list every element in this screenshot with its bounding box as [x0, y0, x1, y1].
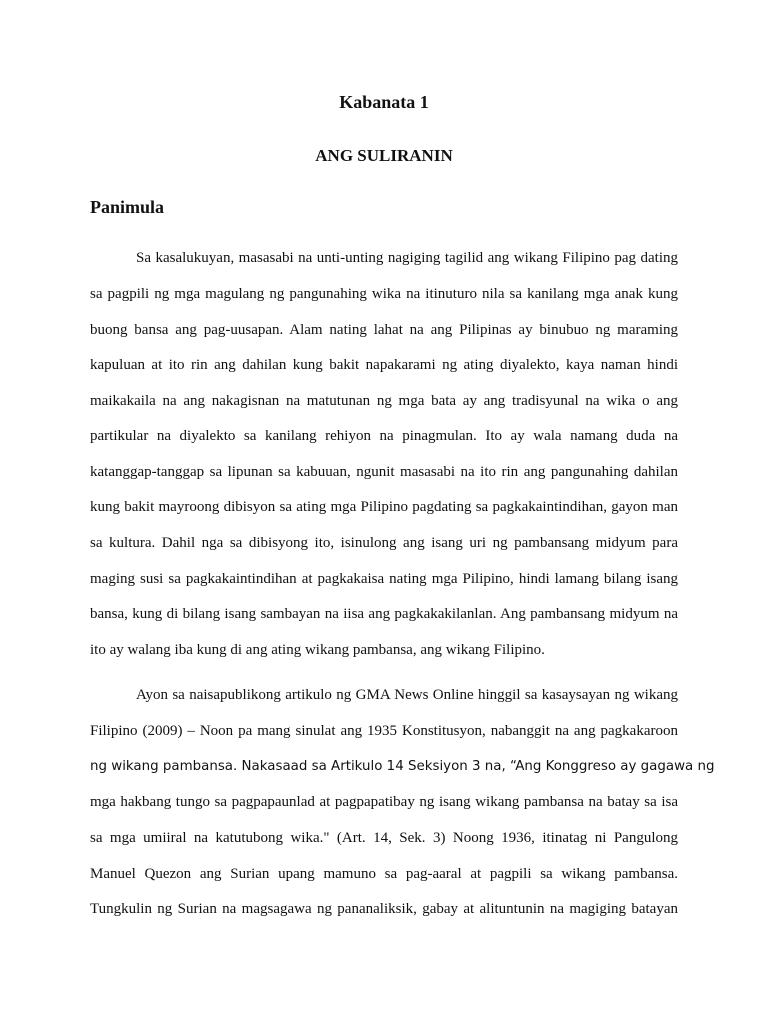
paragraph-1-line: bansa, kung di bilang isang sambayan na iisa ang pagkakakilanlan. Ang pambansang midyum na [90, 606, 678, 622]
paragraph-2-line: Ayon sa naisapublikong artikulo ng GMA News Online hinggil sa kasaysayan ng wikang [136, 687, 678, 703]
paragraph-1-line: buong bansa ang pag-uusapan. Alam nating lahat na ang Pilipinas ay binubuo ng maraming [90, 322, 678, 338]
chapter-label: Kabanata 1 [339, 92, 429, 112]
paragraph-1-line: Sa kasalukuyan, masasabi na unti-unting nagiging tagilid ang wikang Filipino pag dating [136, 250, 678, 266]
paragraph-1-line: kapuluan at ito rin ang dahilan kung bakit napakarami ng ating diyalekto, kaya naman hindi [90, 357, 678, 373]
paragraph-2-line: mga hakbang tungo sa pagpapaunlad at pagpapatibay ng isang wikang pambansa na batay sa isa [90, 794, 678, 810]
paragraph-1-line: kung bakit mayroong dibisyon sa ating mga Pilipino pagdating sa pagkakaintindihan, gayon man [90, 499, 678, 515]
paragraph-2-fragment: " (Art. 14, Sek. 3) Noong 1936, itinatag ni Pangulong [323, 830, 678, 846]
section-heading: Panimula [90, 197, 165, 217]
paragraph-2-line [90, 828, 678, 848]
paragraph-2-line: ng wikang pambansa. Nakasaad sa Artikulo 14 Seksiyon 3 na, “Ang Konggreso ay gagawa ng [90, 759, 715, 774]
paragraph-1-line: maikakaila na ang nakagisnan na matutunan ng mga bata ay ang tradisyunal na wika o ang [90, 393, 678, 409]
paragraph-1-line: sa kultura. Dahil nga sa dibisyong ito, isinulong ang isang uri ng pambansang midyum para [90, 535, 678, 551]
chapter-title: ANG SULIRANIN [315, 146, 453, 165]
paragraph-2-fragment: sa mga umiiral na katutubong wika. [90, 830, 324, 846]
paragraph-1-line: katanggap-tanggap sa lipunan sa kabuuan, ngunit masasabi na ito rin ang pangunahing dahilan [90, 464, 678, 480]
paragraph-1-line: ito ay walang iba kung di ang ating wikang pambansa, ang wikang Filipino. [90, 642, 545, 658]
paragraph-2-line: Manuel Quezon ang Surian upang mamuno sa pag-aaral at pagpili sa wikang pambansa. [90, 866, 678, 882]
paragraph-2-line: Filipino (2009) – Noon pa mang sinulat ang 1935 Konstitusyon, nabanggit na ang pagkakaroon [90, 723, 678, 739]
paragraph-1-line: maging susi sa pagkakaintindihan at pagkakaisa nating mga Pilipino, hindi lamang bilang isang [90, 571, 678, 587]
paragraph-1-line: sa pagpili ng mga magulang ng pangunahing wika na itinuturo nila sa kanilang mga anak kung [90, 286, 678, 302]
paragraph-2-line: Tungkulin ng Surian na magsagawa ng pananaliksik, gabay at alituntunin na magiging batayan [90, 901, 678, 917]
paragraph-1-line: partikular na diyalekto sa kanilang rehiyon na pinagmulan. Ito ay wala namang duda na [90, 428, 678, 444]
